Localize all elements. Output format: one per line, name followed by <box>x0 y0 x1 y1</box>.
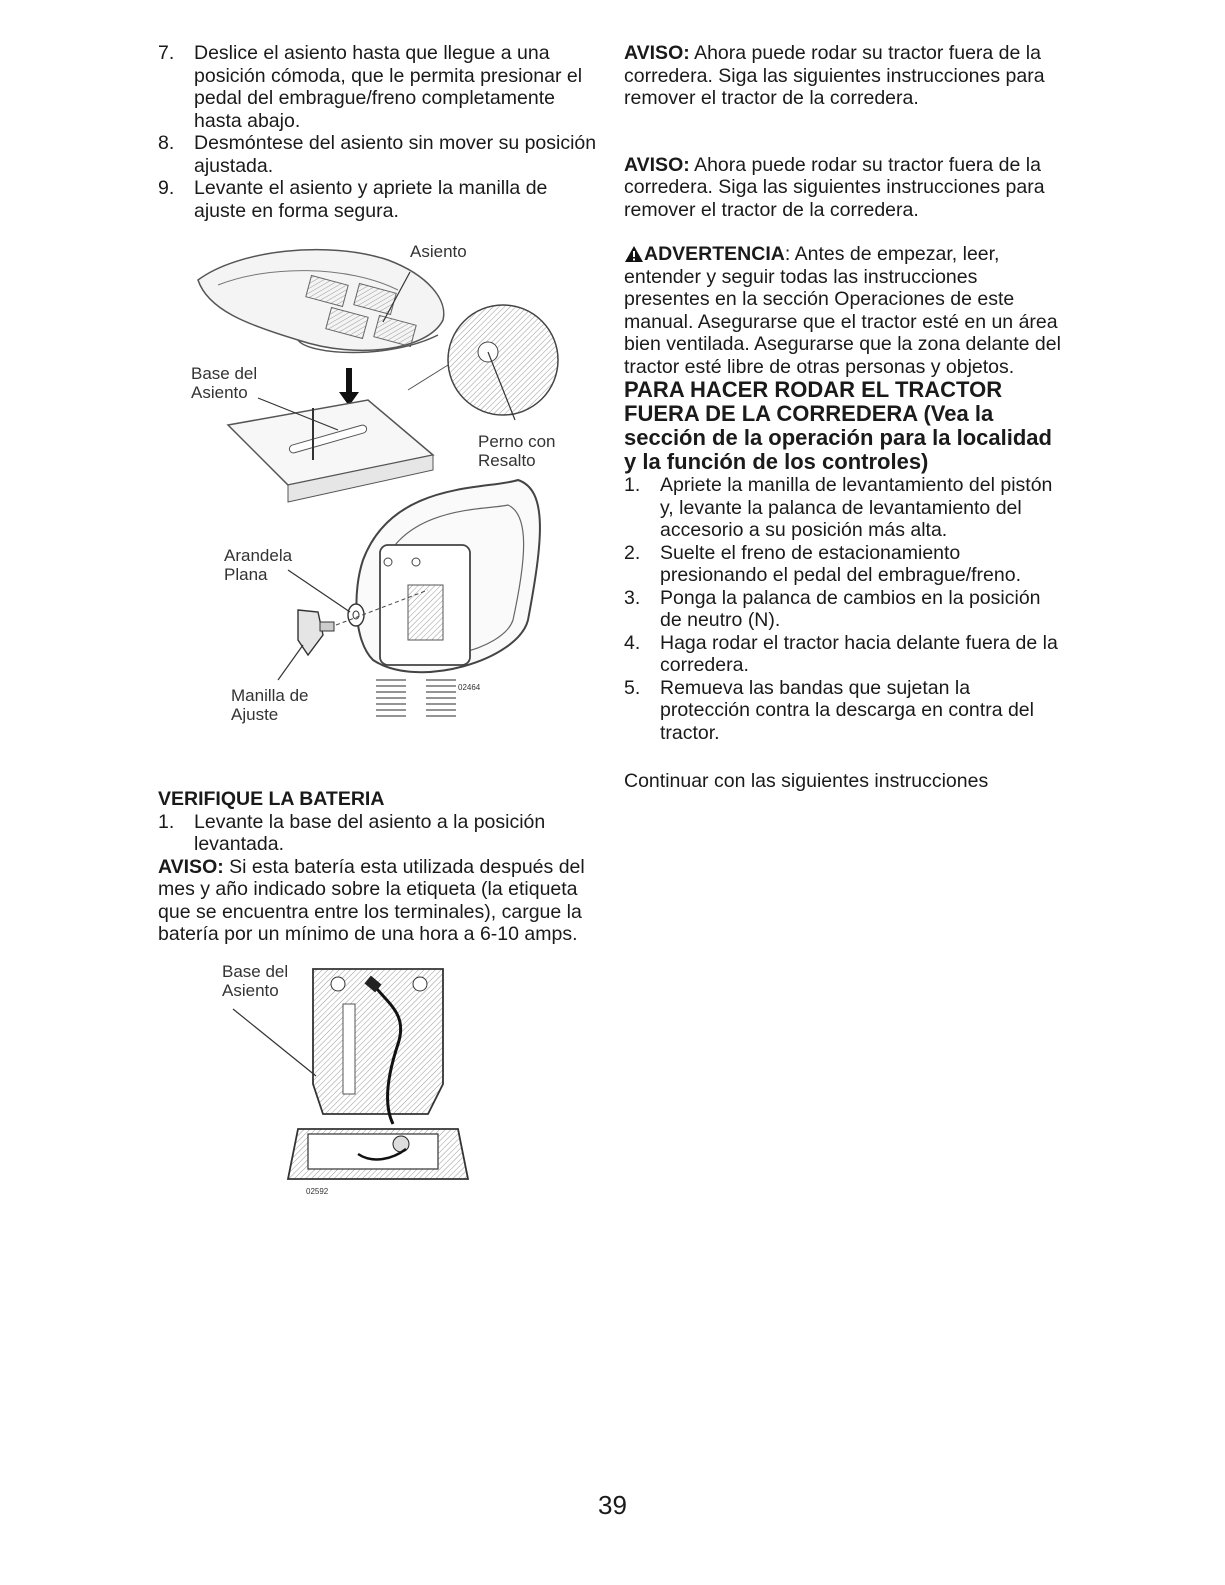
page-number: 39 <box>598 1490 627 1520</box>
battery-notice: AVISO: Si esta batería esta utilizada después del mes y año indicado sobre la etiqueta (la etiqueta que se encuentra entre los terminales), cargue la batería por un mínimo de una hora a 6-10 amps. <box>158 855 585 945</box>
notice-2: AVISO: Ahora puede rodar su tractor fuera de la corredera. Siga las siguientes instrucciones para remover el tractor de la corredera. <box>624 153 1045 221</box>
list-item: 1. Apriete la manilla de levantamiento del pistón y, levante la palanca de levantamiento del accesorio a su posición más alta. <box>624 474 1053 541</box>
list-item: 3. Ponga la palanca de cambios en la posición de neutro (N). <box>624 586 1041 631</box>
label-seat-base: Base del Asiento <box>191 364 258 402</box>
roll-off-steps <box>624 474 1064 744</box>
section-heading: PARA HACER RODAR EL TRACTOR FUERA DE LA CORREDERA (Vea la sección de la operación para la localidad y la función de los controles) <box>624 377 1052 474</box>
battery-figure <box>158 961 598 1204</box>
continue-text: Continuar con las siguientes instrucciones <box>624 770 989 792</box>
label-shoulder-bolt: Perno con Resalto <box>478 432 556 470</box>
list-item: 1. Levante la base del asiento a la posición levantada. <box>158 810 546 855</box>
figure-code: 02464 <box>458 683 481 692</box>
notice-1: AVISO: Ahora puede rodar su tractor fuera de la corredera. Siga las siguientes instrucciones para remover el tractor de la corredera. <box>624 42 1045 109</box>
warning-paragraph: ADVERTENCIA: Antes de empezar, leer, entender y seguir todas las instrucciones presentes en la sección Operaciones de este manual. Asegurarse que el tractor esté en un área bien ventilada. Asegurarse que la zona delante del tractor esté libre de otras personas y objetos. <box>624 243 1061 378</box>
list-item: 7. Deslice el asiento hasta que llegue a una posición cómoda, que le permita presionar el pedal del embrague/freno completamente hasta abajo. <box>158 42 583 132</box>
warning-triangle-icon <box>624 245 644 263</box>
list-item: 9. Levante el asiento y apriete la manilla de ajuste en forma segura. <box>158 177 548 222</box>
list-item: 8. Desmóntese del asiento sin mover su posición ajustada. <box>158 132 597 177</box>
list-item: 5. Remueva las bandas que sujetan la protección contra la descarga en contra del tractor. <box>624 676 1034 744</box>
seat-assembly-illustration <box>158 240 598 780</box>
label-flat-washer: Arandela Plana <box>224 546 293 584</box>
seat-adjust-steps <box>158 42 598 222</box>
label-adjust-knob: Manilla de Ajuste <box>231 686 309 724</box>
figure-code: 02592 <box>306 1186 329 1196</box>
label-seat: Asiento <box>410 242 467 261</box>
list-item: 4. Haga rodar el tractor hacia delante fuera de la corredera. <box>624 631 1058 676</box>
left-column <box>158 42 598 1204</box>
right-column <box>624 42 1064 793</box>
battery-steps <box>158 811 598 856</box>
seat-assembly-figure <box>158 240 598 780</box>
battery-illustration <box>158 961 598 1204</box>
label-seat-base-battery: Base del Asiento <box>222 961 289 1000</box>
list-item: 2. Suelte el freno de estacionamiento presionando el pedal del embrague/freno. <box>624 541 1022 586</box>
battery-heading: VERIFIQUE LA BATERIA <box>158 788 385 810</box>
